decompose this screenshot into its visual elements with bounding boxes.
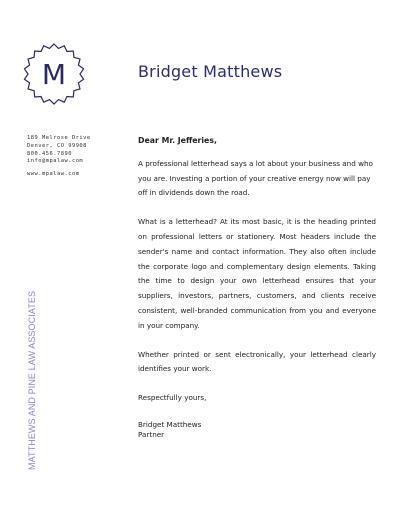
letter-paragraph-3: Whether printed or sent electronically, your letterhead clearly identifies your work. bbox=[138, 349, 376, 374]
contact-email: info@mpalaw.com bbox=[27, 158, 84, 165]
letter-body bbox=[138, 134, 376, 440]
firm-name-vertical: MATTHEWS AND PINE LAW ASSOCIATES bbox=[27, 290, 37, 470]
logo-seal bbox=[22, 42, 86, 106]
letter-paragraph-2: What is a letterhead? At its most basic, it is the heading printed on professional letters or stationery. Most headers include the sender's name and contact information. They also often include the corporate logo and complementary design elements. Taking the time to design your own letterhead ensures that your suppliers, investors, partners, customers, and clients receive consistent, well-branded communication from you and everyone in your company. bbox=[138, 217, 376, 330]
signature-title: Partner bbox=[138, 429, 165, 439]
contact-website: www.mpalaw.com bbox=[27, 171, 80, 178]
contact-phone: 800.456.7890 bbox=[27, 150, 72, 157]
letter-greeting: Dear Mr. Jefferies, bbox=[138, 136, 217, 145]
header-name: Bridget Matthews bbox=[138, 62, 283, 81]
letter-paragraph-1: A professional letterhead says a lot about your business and who you are. Investing a portion of your creative energy now will pay off in dividends down the road. bbox=[138, 158, 373, 198]
contact-street: 189 Melrose Drive bbox=[27, 135, 91, 141]
logo-monogram: M bbox=[41, 57, 67, 91]
contact-city: Denver, CO 99908 bbox=[27, 142, 87, 149]
signature-name: Bridget Matthews bbox=[138, 419, 202, 429]
contact-block bbox=[27, 135, 91, 179]
letter-closing: Respectfully yours, bbox=[138, 393, 207, 403]
